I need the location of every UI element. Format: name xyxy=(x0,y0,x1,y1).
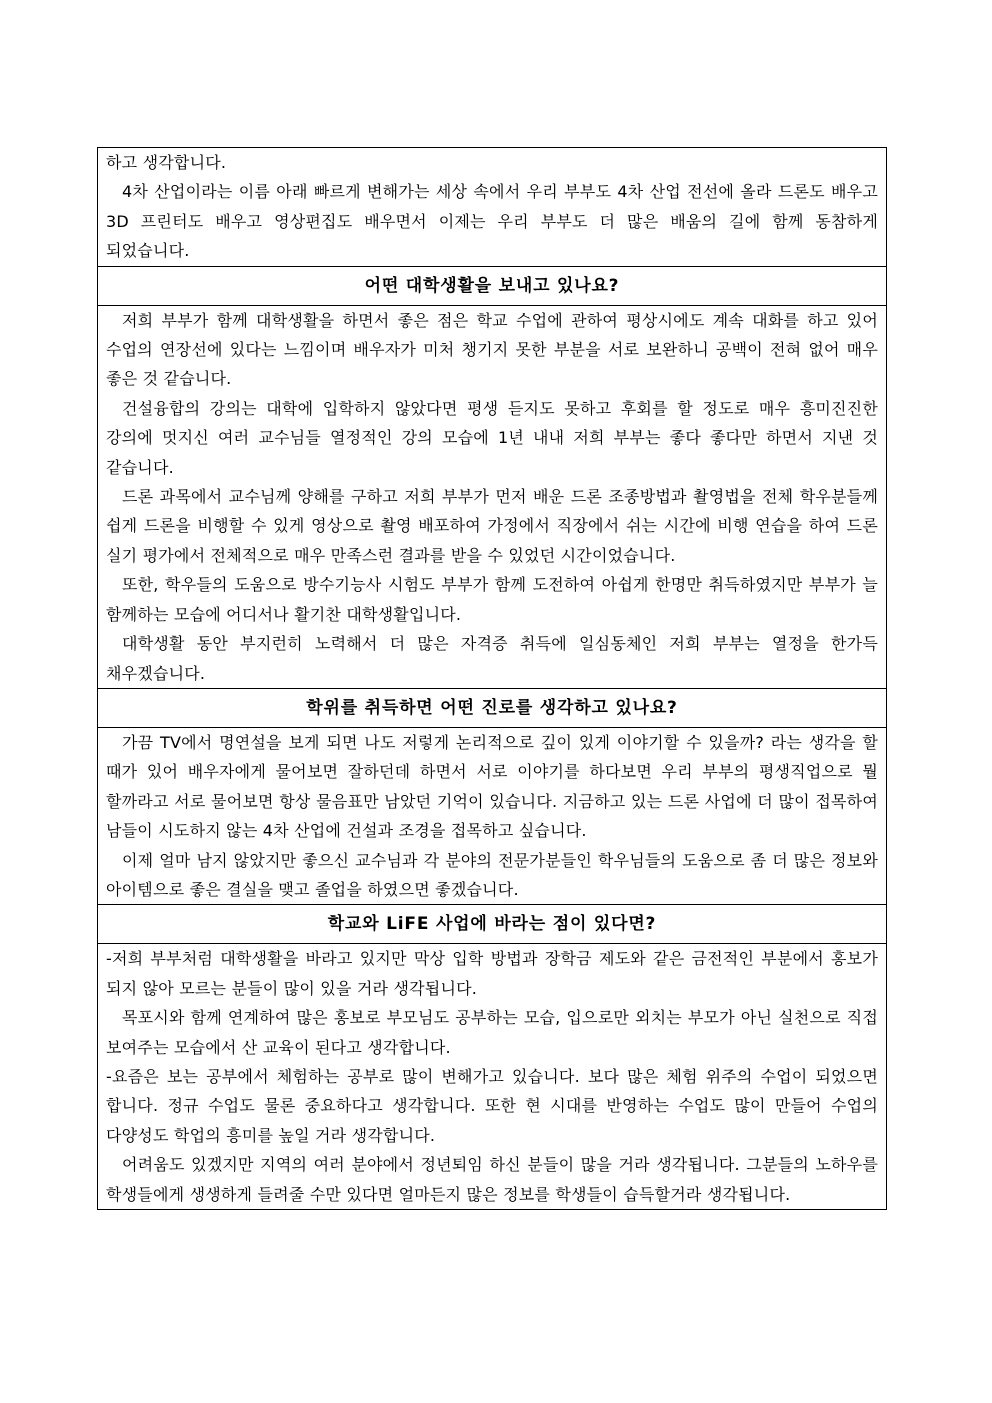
campus-life-paragraph: 저희 부부가 함께 대학생활을 하면서 좋은 점은 학교 수업에 관하여 평상시에도 계속 대화를 하고 있어 수업의 연장선에 있다는 느낌이며 배우자가 미처 챙기지 못한 부분을 서로 보완하니 공백이 전혀 없어 매우 좋은 것 같습니다. xyxy=(106,310,878,389)
intro-paragraph: 하고 생각합니다. xyxy=(106,153,227,172)
career-body-cell xyxy=(98,727,887,904)
wishes-heading-cell xyxy=(98,905,887,944)
campus-life-heading-row xyxy=(98,266,887,305)
campus-life-paragraph: 건설융합의 강의는 대학에 입학하지 않았다면 평생 듣지도 못하고 후회를 할 정도로 매우 흥미진진한 강의에 멋지신 여러 교수님들 열정적인 강의 모습에 1년 내내 저희 부부는 좋다 좋다만 하면서 지낸 것 같습니다. xyxy=(106,398,878,477)
wishes-heading-row xyxy=(98,905,887,944)
intro-paragraph: 4차 산업이라는 이름 아래 빠르게 변해가는 세상 속에서 우리 부부도 4차 산업 전선에 올라 드론도 배우고 3D 프린터도 배우고 영상편집도 배우면서 이제는 우리 부부도 더 많은 배움의 길에 함께 동참하게 되었습니다. xyxy=(106,182,878,261)
career-body-row xyxy=(98,727,887,904)
wishes-heading: 학교와 LiFE 사업에 바라는 점이 있다면? xyxy=(327,914,657,935)
wishes-paragraph: -요즘은 보는 공부에서 체험하는 공부로 많이 변해가고 있습니다. 보다 많은 체험 위주의 수업이 되었으면 합니다. 정규 수업도 물론 중요하다고 생각합니다. 또한 현 시대를 반영하는 수업도 많이 만들어 수업의 다양성도 학업의 흥미를 높일 거라 생각합니다. xyxy=(106,1066,878,1145)
career-heading-cell xyxy=(98,688,887,727)
campus-life-heading: 어떤 대학생활을 보내고 있나요? xyxy=(364,275,620,296)
wishes-paragraph: -저희 부부처럼 대학생활을 바라고 있지만 막상 입학 방법과 장학금 제도와 같은 금전적인 부분에서 홍보가 되지 않아 모르는 분들이 많이 있을 거라 생각됩니다. xyxy=(106,949,878,998)
career-paragraph: 가끔 TV에서 명연설을 보게 되면 나도 저렇게 논리적으로 깊이 있게 이야기할 수 있을까? 라는 생각을 할 때가 있어 배우자에게 물어보면 잘하던데 하면서 서로 이야기를 하다보면 우리 부부의 평생직업으로 뭘 할까라고 서로 물어보면 항상 물음표만 남았던 기억이 있습니다. 지금하고 있는 드론 사업에 더 많이 접목하여 남들이 시도하지 않는 4차 산업에 건설과 조경을 접목하고 싶습니다. xyxy=(106,732,878,841)
career-paragraph: 이제 얼마 남지 않았지만 좋으신 교수님과 각 분야의 전문가분들인 학우님들의 도움으로 좀 더 많은 정보와 아이템으로 좋은 결실을 맺고 졸업을 하였으면 좋겠습니다. xyxy=(106,850,878,899)
intro-cell xyxy=(98,148,887,267)
wishes-body-cell xyxy=(98,944,887,1210)
campus-life-paragraph: 또한, 학우들의 도움으로 방수기능사 시험도 부부가 함께 도전하여 아쉽게 한명만 취득하였지만 부부가 늘 함께하는 모습에 어디서나 활기찬 대학생활입니다. xyxy=(106,575,878,624)
wishes-paragraph: 목포시와 함께 연계하여 많은 홍보로 부모님도 공부하는 모습, 입으로만 외치는 부모가 아닌 실천으로 직접 보여주는 모습에서 산 교육이 된다고 생각합니다. xyxy=(106,1008,878,1057)
career-heading-row xyxy=(98,688,887,727)
career-heading: 학위를 취득하면 어떤 진로를 생각하고 있나요? xyxy=(306,697,678,718)
campus-life-heading-cell xyxy=(98,266,887,305)
wishes-body-row xyxy=(98,944,887,1210)
campus-life-paragraph: 대학생활 동안 부지런히 노력해서 더 많은 자격증 취득에 일심동체인 저희 부부는 열정을 한가득 채우겠습니다. xyxy=(106,634,878,683)
campus-life-body-row xyxy=(98,305,887,688)
interview-table xyxy=(97,147,887,1210)
wishes-paragraph: 어려움도 있겠지만 지역의 여러 분야에서 정년퇴임 하신 분들이 많을 거라 생각됩니다. 그분들의 노하우를 학생들에게 생생하게 들려줄 수만 있다면 얼마든지 많은 정보를 학생들이 습득할거라 생각됩니다. xyxy=(106,1155,878,1204)
campus-life-body-cell xyxy=(98,305,887,688)
intro-row xyxy=(98,148,887,267)
campus-life-paragraph: 드론 과목에서 교수님께 양해를 구하고 저희 부부가 먼저 배운 드론 조종방법과 촬영법을 전체 학우분들께 쉽게 드론을 비행할 수 있게 영상으로 촬영 배포하여 가정에서 직장에서 쉬는 시간에 비행 연습을 하여 드론 실기 평가에서 전체적으로 매우 만족스런 결과를 받을 수 있었던 시간이었습니다. xyxy=(106,487,878,565)
